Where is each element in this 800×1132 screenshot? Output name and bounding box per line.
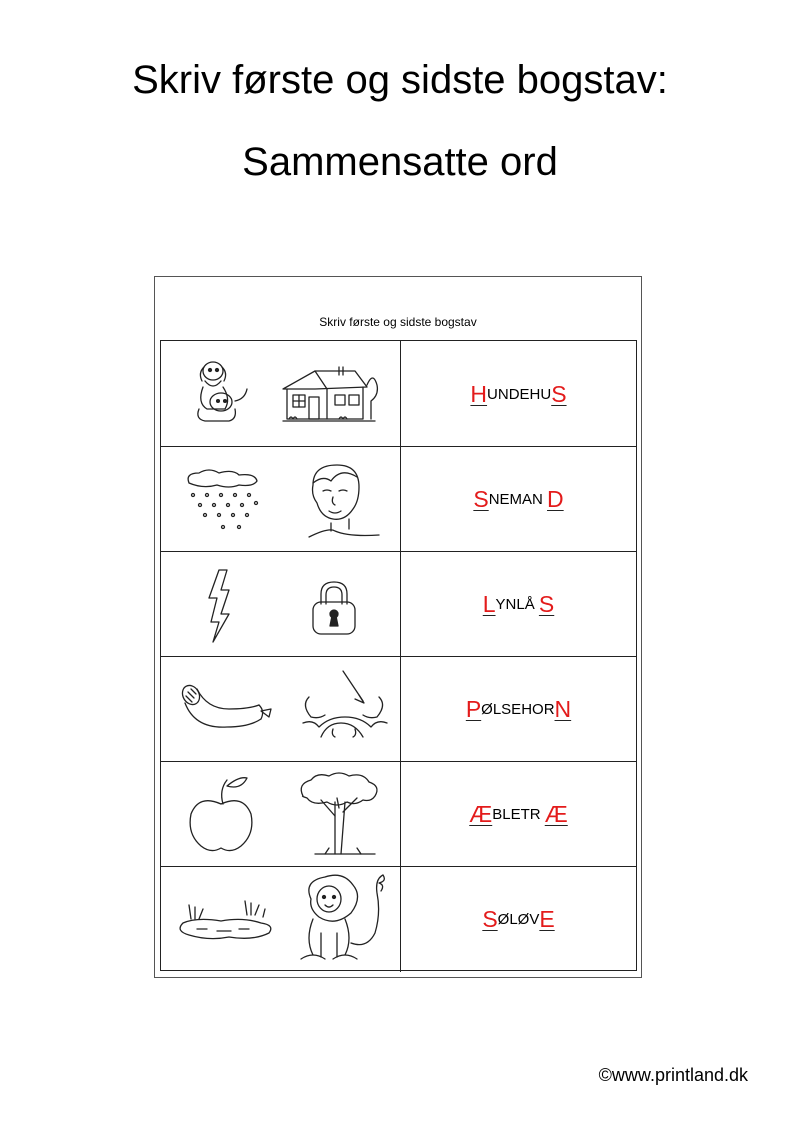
snow-cloud-icon: [183, 469, 273, 539]
answer-word: [401, 867, 636, 972]
word-middle: BLETR: [492, 806, 545, 823]
picture-cell: [161, 447, 401, 552]
first-letter[interactable]: S: [482, 906, 498, 932]
dog-icon: [191, 357, 251, 427]
first-letter[interactable]: H: [470, 380, 488, 407]
padlock-icon: [309, 578, 359, 638]
word-middle: NEMAN: [488, 491, 548, 508]
worksheet-grid: [160, 340, 637, 971]
last-letter[interactable]: S: [538, 591, 555, 617]
answer-word: [401, 552, 636, 657]
lion-icon: [291, 873, 391, 965]
apple-icon: [187, 774, 257, 856]
last-letter[interactable]: D: [547, 486, 564, 512]
table-row: [161, 446, 636, 552]
footer-credit: ©www.printland.dk: [598, 1065, 748, 1085]
table-row: [161, 341, 636, 447]
page-title: Skriv første og sidste bogstav:: [132, 58, 668, 102]
word-middle: ØLSEHOR: [481, 701, 555, 718]
word-middle: YNLÅ: [495, 596, 539, 613]
bull-horn-icon: [299, 667, 391, 739]
lake-icon: [177, 897, 273, 943]
table-row: [161, 761, 636, 867]
first-letter[interactable]: S: [473, 486, 489, 512]
house-icon: [279, 363, 379, 425]
last-letter[interactable]: S: [551, 380, 567, 407]
lightning-icon: [205, 568, 235, 644]
picture-cell: [161, 657, 401, 762]
last-letter[interactable]: E: [539, 906, 555, 932]
page-subtitle: Sammensatte ord: [242, 140, 558, 184]
worksheet: [154, 276, 642, 978]
sausage-icon: [179, 685, 275, 735]
table-row: [161, 551, 636, 657]
worksheet-title: Skriv første og sidste bogstav: [319, 315, 477, 329]
table-row: [161, 656, 636, 762]
answer-word: [401, 341, 636, 447]
picture-cell: [161, 552, 401, 657]
word-middle: UNDEHU: [487, 385, 552, 403]
table-row: [161, 866, 636, 972]
answer-word: [401, 657, 636, 762]
first-letter[interactable]: Æ: [469, 801, 493, 827]
tree-icon: [295, 772, 385, 858]
picture-cell: [161, 341, 401, 447]
picture-cell: [161, 762, 401, 867]
last-letter[interactable]: Æ: [544, 801, 568, 827]
picture-cell: [161, 867, 401, 972]
last-letter[interactable]: N: [554, 696, 572, 722]
answer-word: [401, 762, 636, 867]
word-middle: ØLØV: [497, 911, 540, 928]
man-face-icon: [303, 463, 383, 539]
answer-word: [401, 447, 636, 552]
first-letter[interactable]: L: [482, 591, 496, 617]
first-letter[interactable]: P: [465, 696, 482, 722]
